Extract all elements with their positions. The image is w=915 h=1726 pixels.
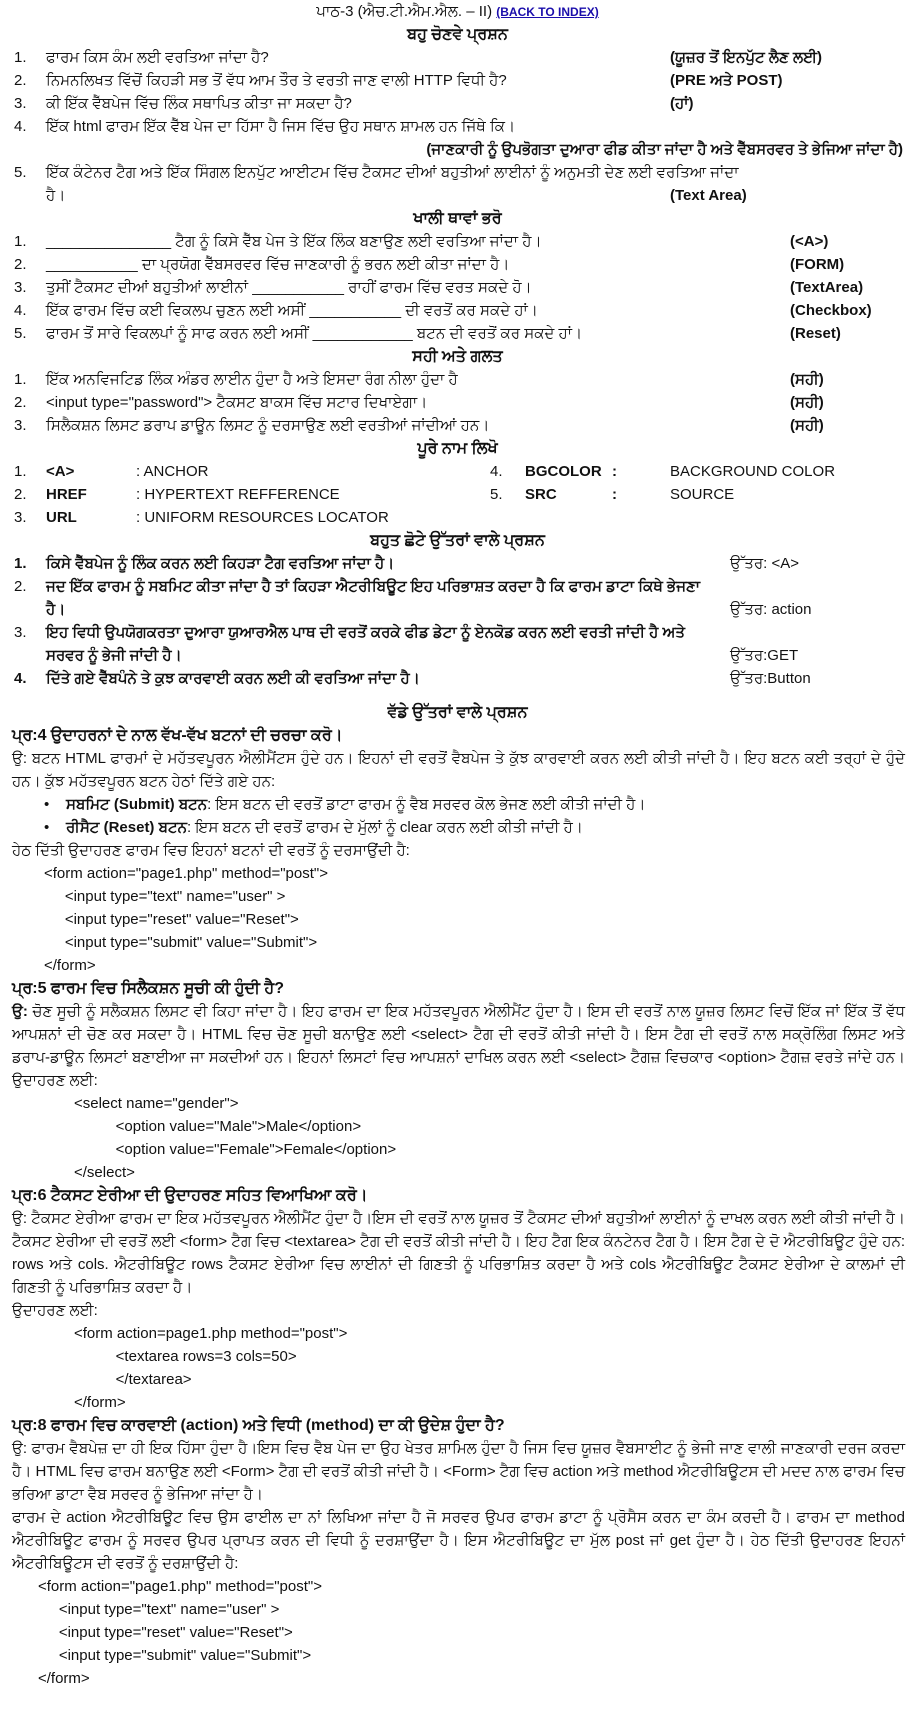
question-text: ਹੈ। (46, 601, 66, 618)
answer-text: (FORM) (790, 256, 845, 273)
list-item (0, 253, 915, 276)
section-heading: ਵੱਡੇ ਉੱਤਰਾਂ ਵਾਲੇ ਪ੍ਰਸ਼ਨ (387, 704, 528, 721)
separator: : (612, 486, 617, 503)
item-number: 1. (14, 233, 27, 250)
list-item (0, 644, 915, 667)
answer-text: ਉੱਤਰ:Button (730, 670, 811, 687)
list-item (0, 368, 915, 391)
full-name: : ANCHOR (136, 463, 209, 480)
item-number: 4. (14, 118, 27, 135)
list-item (0, 69, 915, 92)
answer-text: ਉੱਤਰ:GET (730, 647, 799, 664)
back-to-index-link[interactable]: (BACK TO INDEX) (496, 5, 599, 19)
item-number: 5. (14, 164, 27, 181)
item-number: 3. (14, 279, 27, 296)
code-line: <input type="text" name="user" > (44, 888, 286, 905)
answer-text: (TextArea) (790, 279, 864, 296)
item-number: 1. (14, 555, 27, 572)
item-number: 2. (14, 394, 27, 411)
question-text: ਨਿਮਨਲਿਖਤ ਵਿੱਚੋਂ ਕਿਹੜੀ ਸਭ ਤੋਂ ਵੱਧ ਆਮ ਤੌਰ ਤੇ ਵਰਤੀ ਜਾਣ ਵਾਲੀ HTTP ਵਿਧੀ ਹੈ? (46, 72, 507, 89)
question-text: <input type="password"> ਟੈਕਸਟ ਬਾਕਸ ਵਿੱਚ ਸਟਾਰ ਦਿਖਾਏਗਾ। (46, 394, 428, 411)
item-number: 5. (14, 325, 27, 342)
section-heading: ਸਹੀ ਅਤੇ ਗਲਤ (412, 348, 503, 365)
code-line: <input type="submit" value="Submit"> (44, 934, 318, 951)
list-item (0, 299, 915, 322)
code-line: <input type="submit" value="Submit"> (38, 1647, 312, 1664)
item-number: 4. (14, 670, 27, 687)
list-item (0, 621, 915, 644)
bullet-text: : ਇਸ ਬਟਨ ਦੀ ਵਰਤੋਂ ਫਾਰਮ ਦੇ ਮੁੱਲਾਂ ਨੂੰ clear ਕਰਨ ਲਈ ਕੀਤੀ ਜਾਂਦੀ ਹੈ। (186, 819, 583, 836)
answer-text: (Checkbox) (790, 302, 872, 319)
list-item (0, 184, 915, 207)
item-number: 3. (14, 417, 27, 434)
item-number: 1. (14, 463, 27, 480)
question-title: ਪ੍ਰ:5 ਫਾਰਮ ਵਿਚ ਸਿਲੈਕਸ਼ਨ ਸੂਚੀ ਕੀ ਹੁੰਦੀ ਹੈ? (12, 980, 285, 997)
item-number: 2. (14, 578, 27, 595)
bullet-label: ਸਬਮਿਟ (Submit) ਬਟਨ (66, 796, 208, 813)
bullet-item (0, 793, 915, 816)
code-line: </form> (74, 1394, 126, 1411)
answer-paragraph: ਫਾਰਮ ਦੇ action ਐਟਰੀਬਿਊਟ ਵਿਚ ਉਸ ਫਾਈਲ ਦਾ ਨਾਂ ਲਿਖਿਆ ਜਾਂਦਾ ਹੈ ਜੋ ਸਰਵਰ ਉਪਰ ਫਾਰਮ ਡਾਟਾ ਨੂੰ ਪ੍ਰੋਸੈਸ ਕਰਨ ਦਾ ਕੰਮ ਕਰਦੀ ਹੈ। ਫਾਰਮ ਦਾ method ਐਟਰੀਬਿਊਟ ਫਾਰਮ ਨੂੰ ਸਰਵਰ ਉਪਰ ਪ੍ਰਾਪਤ ਕਰਨ ਦੀ ਵਿਧੀ ਨੂੰ ਦਰਸ਼ਾਉਂਦਾ ਹੈ। ਇਸ ਐਟਰੀਬਿਊਟ ਦਾ ਮੁੱਲ post ਜਾਂ get ਹੁੰਦਾ ਹੈ। ਹੇਠ ਦਿੱਤੀ ਉਦਾਹਰਣ ਇਹਨਾਂ ਐਟਰੀਬਿਊਟਸ ਦੀ ਵਰਤੋਂ ਨੂੰ ਦਰਸ਼ਾਉਂਦੀ ਹੈ: (12, 1509, 905, 1572)
list-item (0, 230, 915, 253)
bullet-item (0, 816, 915, 839)
answer-line (0, 138, 915, 161)
abbreviation: HREF (46, 486, 87, 503)
answer-paragraph (0, 1000, 915, 1092)
answer-paragraph: ਉ: ਟੈਕਸਟ ਏਰੀਆ ਫਾਰਮ ਦਾ ਇਕ ਮਹੱਤਵਪੂਰਨ ਐਲੀਮੈਂਟ ਹੁੰਦਾ ਹੈ।ਇਸ ਦੀ ਵਰਤੋਂ ਨਾਲ ਯੂਜ਼ਰ ਤੋਂ ਟੈਕਸਟ ਦੀਆਂ ਬਹੁਤੀਆਂ ਲਾਈਨਾਂ ਨੂੰ ਦਾਖਲ ਕਰਨ ਲਈ ਕੀਤੀ ਜਾਂਦੀ ਹੈ। ਟੈਕਸਟ ਏਰੀਆ ਦੀ ਵਰਤੋਂ ਲਈ <form> ਟੈਗ ਵਿਚ <textarea> ਟੈਗ ਦੀ ਵਰਤੋਂ ਕੀਤੀ ਜਾਂਦੀ ਹੈ। ਇਹ ਟੈਗ ਇਕ ਕੰਨਟੇਨਰ ਟੈਗ ਹੈ। ਇਸ ਟੈਗ ਦੇ ਦੋ ਐਟਰੀਬਿਊਟ ਹੁੰਦੇ ਹਨ: rows ਅਤੇ cols. ਐਟਰੀਬਿਊਟ rows ਟੈਕਸਟ ਏਰੀਆ ਵਿਚ ਲਾਈਨਾਂ ਦੀ ਗਿਣਤੀ ਨੂੰ ਪਰਿਭਾਸ਼ਿਤ ਕਰਦਾ ਹੈ ਅਤੇ cols ਐਟਰੀਬਿਊਟ ਟੈਕਸਟ ਏਰੀਆ ਦੇ ਕਾਲਮਾਂ ਦੀ ਗਿਣਤੀ ਨੂੰ ਪਰਿਭਾਸ਼ਿਤ ਕਰਦਾ ਹੈ। (12, 1210, 905, 1296)
answer-text: (Text Area) (670, 187, 747, 204)
list-item (0, 161, 915, 184)
code-line: <option value="Female">Female</option> (74, 1141, 397, 1158)
code-line: <form action="page1.php" method="post"> (38, 1578, 322, 1595)
question-text: ਜਦ ਇੱਕ ਫਾਰਮ ਨੂੰ ਸਬਮਿਟ ਕੀਤਾ ਜਾਂਦਾ ਹੈ ਤਾਂ ਕਿਹੜਾ ਐਟਰੀਬਿਊਟ ਇਹ ਪਰਿਭਾਸ਼ਤ ਕਰਦਾ ਹੈ ਕਿ ਫਾਰਮ ਡਾਟਾ ਕਿਥੇ ਭੇਜਣਾ (46, 578, 701, 595)
item-number: 1. (14, 49, 27, 66)
answer-text: (ਸਹੀ) (790, 394, 824, 411)
answer-text: (Reset) (790, 325, 841, 342)
list-item (0, 92, 915, 115)
question-text: ਫਾਰਮ ਕਿਸ ਕੰਮ ਲਈ ਵਰਤਿਆ ਜਾਂਦਾ ਹੈ? (46, 49, 269, 66)
full-name-row (0, 506, 915, 529)
full-name: : UNIFORM RESOURCES LOCATOR (136, 509, 389, 526)
item-number: 4. (14, 302, 27, 319)
code-line: <form action="page1.php" method="post"> (44, 865, 328, 882)
section-heading: ਬਹੁਤ ਛੋਟੇ ਉੱਤਰਾਂ ਵਾਲੇ ਪ੍ਰਸ਼ਨ (370, 532, 545, 549)
answer-text: (ਜਾਣਕਾਰੀ ਨੂੰ ਉਪਭੋਗਤਾ ਦੁਆਰਾ ਫੀਡ ਕੀਤਾ ਜਾਂਦਾ ਹੈ ਅਤੇ ਵੈੱਬਸਰਵਰ ਤੇ ਭੇਜਿਆ ਜਾਂਦਾ ਹੈ) (426, 141, 903, 158)
question-text: ਸਿਲੈਕਸ਼ਨ ਲਿਸਟ ਡਰਾਪ ਡਾਊਨ ਲਿਸਟ ਨੂੰ ਦਰਸਾਉਣ ਲਈ ਵਰਤੀਆਂ ਜਾਂਦੀਆਂ ਹਨ। (46, 417, 490, 434)
question-text: ਸਰਵਰ ਨੂੰ ਭੇਜੀ ਜਾਂਦੀ ਹੈ। (46, 647, 182, 664)
question-text: ਫਾਰਮ ਤੋਂ ਸਾਰੇ ਵਿਕਲਪਾਂ ਨੂੰ ਸਾਫ ਕਰਨ ਲਈ ਅਸੀਂ ____________ ਬਟਨ ਦੀ ਵਰਤੋਂ ਕਰ ਸਕਦੇ ਹਾਂ। (46, 325, 583, 342)
item-number: 3. (14, 95, 27, 112)
page-title-line (0, 0, 915, 23)
list-item (0, 667, 915, 690)
abbreviation: BGCOLOR (525, 463, 602, 480)
answer-label: ਉ: (12, 1003, 28, 1020)
answer-text: (PRE ਅਤੇ POST) (670, 72, 783, 89)
answer-text: (ਯੂਜ਼ਰ ਤੋਂ ਇਨਪੁੱਟ ਲੈਣ ਲਈ) (670, 49, 823, 66)
question-text: ਤੁਸੀਂ ਟੈਕਸਟ ਦੀਆਂ ਬਹੁਤੀਆਂ ਲਾਈਨਾਂ ___________ ਰਾਹੀਂ ਫਾਰਮ ਵਿੱਚ ਵਰਤ ਸਕਦੇ ਹੋ। (46, 279, 532, 296)
item-number: 3. (14, 624, 27, 641)
code-line: <input type="reset" value="Reset"> (44, 911, 299, 928)
item-number: 1. (14, 371, 27, 388)
question-text: ___________ ਦਾ ਪ੍ਰਯੋਗ ਵੈੱਬਸਰਵਰ ਵਿੱਚ ਜਾਣਕਾਰੀ ਨੂੰ ਭਰਨ ਲਈ ਕੀਤਾ ਜਾਂਦਾ ਹੈ। (46, 256, 510, 273)
code-line: <select name="gender"> (74, 1095, 239, 1112)
question-text: ਕਿਸੇ ਵੈੱਬਪੇਜ ਨੂੰ ਲਿੰਕ ਕਰਨ ਲਈ ਕਿਹੜਾ ਟੈਗ ਵਰਤਿਆ ਜਾਂਦਾ ਹੈ। (46, 555, 395, 572)
code-line: <input type="text" name="user" > (38, 1601, 280, 1618)
list-item (0, 414, 915, 437)
item-number: 2. (14, 486, 27, 503)
item-number: 2. (14, 256, 27, 273)
bullet-text: : ਇਸ ਬਟਨ ਦੀ ਵਰਤੋਂ ਡਾਟਾ ਫਾਰਮ ਨੂੰ ਵੈਬ ਸਰਵਰ ਕੋਲ ਭੇਜਣ ਲਈ ਕੀਤੀ ਜਾਂਦੀ ਹੈ। (207, 796, 646, 813)
item-number: 5. (490, 486, 503, 503)
question-title: ਪ੍ਰ:6 ਟੈਕਸਟ ਏਰੀਆ ਦੀ ਉਦਾਹਰਣ ਸਹਿਤ ਵਿਆਖਿਆ ਕਰੋ। (12, 1187, 368, 1204)
list-item (0, 391, 915, 414)
code-line: </select> (74, 1164, 135, 1181)
bullet-label: ਰੀਸੈਟ (Reset) ਬਟਨ (66, 819, 187, 836)
question-title: ਪ੍ਰ:4 ਉਦਾਹਰਨਾਂ ਦੇ ਨਾਲ ਵੱਖ-ਵੱਖ ਬਟਨਾਂ ਦੀ ਚਰਚਾ ਕਰੋ। (12, 727, 343, 744)
code-line: <option value="Male">Male</option> (74, 1118, 362, 1135)
full-name-row (0, 483, 915, 506)
question-text: ਇਹ ਵਿਧੀ ਉਪਯੋਗਕਰਤਾ ਦੁਆਰਾ ਯੁਆਰਐਲ ਪਾਥ ਦੀ ਵਰਤੋਂ ਕਰਕੇ ਫੀਡ ਡੇਟਾ ਨੂੰ ਏਨਕੋਡ ਕਰਨ ਲਈ ਵਰਤੀ ਜਾਂਦੀ ਹੈ ਅਤੇ (46, 624, 686, 641)
question-text: ਕੀ ਇੱਕ ਵੈੱਬਪੇਜ ਵਿੱਚ ਲਿੰਕ ਸਥਾਪਿਤ ਕੀਤਾ ਜਾ ਸਕਦਾ ਹੈ? (46, 95, 352, 112)
question-text: ਦਿੱਤੇ ਗਏ ਵੈੱਬਪੰਨੇ ਤੇ ਕੁਝ ਕਾਰਵਾਈ ਕਰਨ ਲਈ ਕੀ ਵਰਤਿਆ ਜਾਂਦਾ ਹੈ। (46, 670, 420, 687)
answer-text: ਚੋਣ ਸੂਚੀ ਨੂੰ ਸਲੈਕਸ਼ਨ ਲਿਸਟ ਵੀ ਕਿਹਾ ਜਾਂਦਾ ਹੈ। ਇਹ ਫਾਰਮ ਦਾ ਇਕ ਮਹੱਤਵਪੂਰਨ ਐਲੀਮੈਂਟ ਹੁੰਦਾ ਹੈ। ਇਸ ਦੀ ਵਰਤੋਂ ਨਾਲ ਯੂਜ਼ਰ ਲਿਸਟ ਵਿਚੋਂ ਇੱਕ ਜਾਂ ਇੱਕ ਤੋਂ ਵੱਧ ਆਪਸ਼ਨਾਂ ਦੀ ਚੋਣ ਕਰ ਸਕਦਾ ਹੈ। HTML ਵਿਚ ਚੋਣ ਸੂਚੀ ਬਨਾਉਣ ਲਈ <select> ਟੈਗ ਦੀ ਵਰਤੋਂ ਕੀਤੀ ਜਾਂਦੀ ਹੈ। ਇਸ ਟੈਗ ਦੀ ਵਰਤੋਂ ਨਾਲ ਸਕ੍ਰੋਲਿੰਗ ਲਿਸਟ ਅਤੇ ਡਰਾਪ-ਡਾਊਨ ਲਿਸਟਾਂ ਬਣਾਈਆ ਜਾ ਸਕਦੀਆਂ ਹਨ। ਇਹਨਾਂ ਲਿਸਟਾਂ ਵਿਚ ਆਪਸ਼ਨਾਂ ਦਾਖਿਲ ਕਰਨ ਲਈ <select> ਟੈਗਜ਼ ਵਿਚਕਾਰ <option> ਟੈਗਜ਼ ਵਰਤੇ ਜਾਂਦੇ ਹਨ। ਉਦਾਹਰਣ ਲਈ: (12, 1003, 905, 1089)
item-number: 4. (490, 463, 503, 480)
page-title: ਪਾਠ-3 (ਐਚ.ਟੀ.ਐਮ.ਐਲ. – II) (316, 3, 493, 20)
code-line: </form> (44, 957, 96, 974)
example-label: ਉਦਾਹਰਣ ਲਈ: (12, 1302, 98, 1319)
list-item (0, 276, 915, 299)
separator: : (612, 463, 617, 480)
answer-paragraph: ਹੇਠ ਦਿੱਤੀ ਉਦਾਹਰਣ ਫਾਰਮ ਵਿਚ ਇਹਨਾਂ ਬਟਨਾਂ ਦੀ ਵਰਤੋਂ ਨੂੰ ਦਰਸਾਉਂਦੀ ਹੈ: (12, 842, 410, 859)
answer-text: ਉੱਤਰ: <A> (730, 555, 799, 572)
section-heading: ਖਾਲੀ ਥਾਵਾਂ ਭਰੋ (413, 210, 502, 227)
question-text: ਹੈ। (46, 187, 66, 204)
list-item (0, 115, 915, 138)
full-name: BACKGROUND COLOR (670, 463, 836, 480)
question-text: ਇੱਕ ਫਾਰਮ ਵਿੱਚ ਕਈ ਵਿਕਲਪ ਚੁਣਨ ਲਈ ਅਸੀਂ ___________ ਦੀ ਵਰਤੋਂ ਕਰ ਸਕਦੇ ਹਾਂ। (46, 302, 538, 319)
answer-paragraph: ਉ: ਫਾਰਮ ਵੈਬਪੇਜ਼ ਦਾ ਹੀ ਇਕ ਹਿੱਸਾ ਹੁੰਦਾ ਹੈ।ਇਸ ਵਿਚ ਵੈਬ ਪੇਜ ਦਾ ਉਹ ਖੇਤਰ ਸ਼ਾਮਿਲ ਹੁੰਦਾ ਹੈ ਜਿਸ ਵਿਚ ਯੂਜ਼ਰ ਵੈਬਸਾਈਟ ਨੂੰ ਭੇਜੀ ਜਾਣ ਵਾਲੀ ਜਾਣਕਾਰੀ ਦਰਜ ਕਰਦਾ ਹੈ। HTML ਵਿਚ ਫਾਰਮ ਬਨਾਉਣ ਲਈ <Form> ਟੈਗ ਦੀ ਵਰਤੋਂ ਕੀਤੀ ਜਾਂਦੀ ਹੈ। <Form> ਟੈਗ ਵਿਚ action ਅਤੇ method ਐਟਰੀਬਿਊਟਸ ਦੀ ਮਦਦ ਨਾਲ ਫਾਰਮ ਵਿਚ ਭਰਿਆ ਡਾਟਾ ਵੈਬ ਸਰਵਰ ਨੂੰ ਭੇਜਿਆ ਜਾਂਦਾ ਹੈ। (12, 1440, 905, 1503)
question-text: _______________ ਟੈਗ ਨੂੰ ਕਿਸੇ ਵੈੱਬ ਪੇਜ ਤੇ ਇੱਕ ਲਿੰਕ ਬਣਾਉਣ ਲਈ ਵਰਤਿਆ ਜਾਂਦਾ ਹੈ। (46, 233, 542, 250)
full-name: : HYPERTEXT REFFERENCE (136, 486, 340, 503)
code-line: <input type="reset" value="Reset"> (38, 1624, 293, 1641)
section-heading: ਪੂਰੇ ਨਾਮ ਲਿਖੋ (417, 440, 498, 457)
question-title: ਪ੍ਰ:8 ਫਾਰਮ ਵਿਚ ਕਾਰਵਾਈ (action) ਅਤੇ ਵਿਧੀ (method) ਦਾ ਕੀ ਉਦੇਸ਼ ਹੁੰਦਾ ਹੈ? (12, 1417, 505, 1434)
item-number: 2. (14, 72, 27, 89)
list-item (0, 46, 915, 69)
list-item (0, 552, 915, 575)
question-text: ਇੱਕ html ਫਾਰਮ ਇੱਕ ਵੈੱਬ ਪੇਜ ਦਾ ਹਿੱਸਾ ਹੈ ਜਿਸ ਵਿੱਚ ਉਹ ਸਥਾਨ ਸ਼ਾਮਲ ਹਨ ਜਿੱਥੇ ਕਿ। (46, 118, 516, 135)
item-number: 3. (14, 509, 27, 526)
abbreviation: URL (46, 509, 77, 526)
list-item (0, 598, 915, 621)
code-line: <form action=page1.php method="post"> (74, 1325, 348, 1342)
full-name-row (0, 460, 915, 483)
answer-text: ਉੱਤਰ: action (730, 601, 812, 618)
code-line: </form> (38, 1670, 90, 1687)
answer-text: (<A>) (790, 233, 829, 250)
list-item (0, 575, 915, 598)
answer-text: (ਹਾਂ) (670, 95, 694, 112)
answer-paragraph: ਉ: ਬਟਨ HTML ਫਾਰਮਾਂ ਦੇ ਮਹੱਤਵਪੂਰਨ ਐਲੀਮੈਂਟਸ ਹੁੰਦੇ ਹਨ। ਇਹਨਾਂ ਦੀ ਵਰਤੋਂ ਵੈਬਪੇਜ ਤੇ ਕੁੱਝ ਕਾਰਵਾਈ ਕਰਨ ਲਈ ਕੀਤੀ ਜਾਂਦੀ ਹੈ। ਇਹ ਬਟਨ ਕਈ ਤਰ੍ਹਾਂ ਦੇ ਹੁੰਦੇ ਹਨ। ਕੁੱਝ ਮਹੱਤਵਪੂਰਨ ਬਟਨ ਹੇਠਾਂ ਦਿੱਤੇ ਗਏ ਹਨ: (12, 750, 905, 790)
question-text: ਇੱਕ ਕੰਟੇਨਰ ਟੈਗ ਅਤੇ ਇੱਕ ਸਿੰਗਲ ਇਨਪੁੱਟ ਆਈਟਮ ਵਿੱਚ ਟੈਕਸਟ ਦੀਆਂ ਬਹੁਤੀਆਂ ਲਾਈਨਾਂ ਨੂੰ ਅਨੁਮਤੀ ਦੇਣ ਲਈ ਵਰਤਿਆ ਜਾਂਦਾ (46, 164, 739, 181)
question-text: ਇੱਕ ਅਨਵਿਜਟਿਡ ਲਿੰਕ ਅੰਡਰ ਲਾਈਨ ਹੁੰਦਾ ਹੈ ਅਤੇ ਇਸਦਾ ਰੰਗ ਨੀਲਾ ਹੁੰਦਾ ਹੈ (46, 371, 458, 388)
list-item (0, 322, 915, 345)
abbreviation: <A> (46, 463, 75, 480)
section-heading: ਬਹੁ ਚੋਣਵੇ ਪ੍ਰਸ਼ਨ (407, 26, 508, 43)
full-name: SOURCE (670, 486, 735, 503)
abbreviation: SRC (525, 486, 557, 503)
code-line: </textarea> (74, 1371, 192, 1388)
answer-text: (ਸਹੀ) (790, 371, 824, 388)
code-line: <textarea rows=3 cols=50> (74, 1348, 297, 1365)
answer-text: (ਸਹੀ) (790, 417, 824, 434)
